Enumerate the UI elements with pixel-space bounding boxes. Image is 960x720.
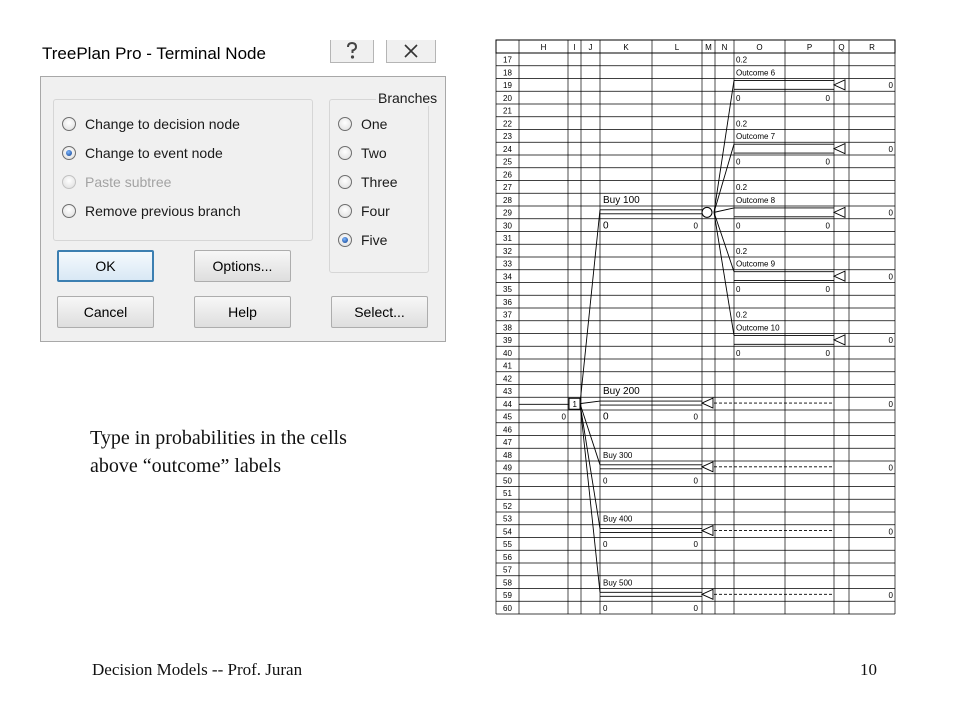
- column-header: O: [756, 43, 763, 52]
- row-header: 40: [503, 348, 512, 358]
- decision-branch-value: 0: [603, 476, 608, 486]
- event-branch-cumulative: 0: [825, 221, 830, 231]
- column-header: P: [806, 43, 813, 52]
- row-header: 58: [503, 578, 512, 588]
- row-header: 35: [503, 285, 512, 294]
- row-header: 41: [503, 361, 512, 371]
- event-branch-cumulative: 0: [825, 93, 830, 103]
- event-node-circle: [702, 207, 712, 217]
- decision-node-value: 0: [561, 412, 566, 422]
- event-branch-connector: [714, 80, 734, 212]
- event-branch-connector: [714, 208, 734, 212]
- terminal-node-triangle: [834, 207, 845, 217]
- row-header: 54: [503, 527, 512, 537]
- event-branch-cumulative: 0: [825, 285, 830, 294]
- caption-line-1: Type in probabilities in the cells: [90, 427, 347, 449]
- row-header: 25: [503, 157, 512, 167]
- row-header: 30: [503, 221, 512, 231]
- row-header: 44: [503, 399, 512, 409]
- decision-branch-connector: [580, 210, 600, 404]
- event-branch-label: Outcome 6: [736, 68, 776, 78]
- options-button[interactable]: Options...: [194, 250, 291, 282]
- row-header: 27: [503, 183, 512, 192]
- decision-node-label: 1: [572, 399, 577, 409]
- event-branch-cumulative: 0: [825, 348, 830, 358]
- row-header: 56: [503, 552, 512, 562]
- decision-branch-value: 0: [603, 220, 609, 232]
- event-branch-connector: [714, 212, 734, 271]
- radio-label: Paste subtree: [85, 174, 172, 190]
- row-header: 36: [503, 297, 512, 307]
- column-header: I: [573, 43, 576, 52]
- decision-branch-label: Buy 300: [603, 450, 633, 460]
- decision-branch-label: Buy 100: [603, 194, 640, 206]
- row-header: 20: [503, 93, 512, 103]
- row-header: 33: [503, 259, 512, 269]
- terminal-value: 0: [888, 527, 893, 537]
- column-header: H: [540, 43, 547, 52]
- column-header: N: [721, 43, 728, 52]
- row-header: 24: [503, 144, 512, 154]
- radio-label: Two: [361, 145, 387, 161]
- row-header: 48: [503, 450, 512, 460]
- decision-branch-value: 0: [603, 411, 609, 423]
- terminal-node-triangle: [834, 80, 845, 90]
- event-branch-label: Outcome 9: [736, 259, 776, 269]
- decision-branch-value: 0: [603, 603, 608, 613]
- terminal-node-triangle: [702, 526, 713, 536]
- radio-label: Change to event node: [85, 145, 223, 161]
- terminal-value: 0: [888, 399, 893, 409]
- decision-branch-cumulative: 0: [693, 540, 698, 549]
- column-header-band: [496, 40, 895, 53]
- decision-branch-cumulative: 0: [693, 603, 698, 613]
- column-header: M: [705, 43, 712, 52]
- row-header: 18: [503, 68, 512, 78]
- event-branch-cumulative: 0: [825, 157, 830, 167]
- help-button[interactable]: Help: [194, 296, 291, 328]
- column-header: K: [623, 43, 629, 52]
- event-branch-value: 0: [736, 285, 741, 294]
- dialog-title: TreePlan Pro - Terminal Node: [42, 44, 266, 63]
- terminal-value: 0: [888, 336, 893, 345]
- row-header: 60: [503, 603, 512, 613]
- row-header: 37: [503, 310, 512, 320]
- row-header: 52: [503, 501, 512, 511]
- row-header: 17: [503, 55, 512, 65]
- event-branch-probability: 0.2: [736, 246, 748, 256]
- decision-branch-label: Buy 500: [603, 578, 633, 588]
- row-header: 57: [503, 565, 512, 575]
- terminal-value: 0: [888, 81, 893, 90]
- decision-branch-value: 0: [603, 540, 608, 549]
- event-branch-connector: [714, 144, 734, 212]
- terminal-node-triangle: [834, 335, 845, 345]
- event-branch-value: 0: [736, 348, 741, 358]
- event-branch-probability: 0.2: [736, 55, 748, 65]
- row-header: 22: [503, 119, 512, 129]
- row-header: 21: [503, 106, 512, 116]
- decision-branch-cumulative: 0: [693, 221, 698, 231]
- row-header: 26: [503, 170, 512, 180]
- decision-branch-connector: [580, 401, 600, 404]
- column-header: R: [869, 43, 875, 52]
- event-branch-label: Outcome 7: [736, 132, 776, 141]
- ok-button[interactable]: OK: [57, 250, 154, 282]
- terminal-node-triangle: [834, 144, 845, 154]
- event-branch-label: Outcome 8: [736, 195, 776, 205]
- radio-label: Change to decision node: [85, 116, 240, 132]
- event-branch-value: 0: [736, 221, 741, 231]
- row-header: 28: [503, 195, 512, 205]
- radio-label: Five: [361, 232, 388, 248]
- decision-branch-label: Buy 400: [603, 514, 633, 524]
- radio-label: Three: [361, 174, 398, 190]
- row-header: 55: [503, 540, 512, 549]
- row-header: 23: [503, 132, 512, 141]
- terminal-node-triangle: [702, 462, 713, 472]
- row-header: 49: [503, 463, 512, 473]
- row-header: 31: [503, 234, 512, 243]
- branches-group-label: Branches: [378, 90, 438, 106]
- column-header: Q: [838, 43, 845, 52]
- row-header: 51: [503, 489, 512, 498]
- terminal-value: 0: [888, 463, 893, 473]
- event-branch-probability: 0.2: [736, 310, 748, 320]
- row-header: 50: [503, 476, 512, 486]
- row-header: 46: [503, 425, 512, 435]
- event-branch-probability: 0.2: [736, 119, 748, 129]
- decision-branch-cumulative: 0: [693, 476, 698, 486]
- row-header: 53: [503, 514, 512, 524]
- row-header: 47: [503, 438, 512, 447]
- column-header: J: [588, 43, 593, 52]
- terminal-node-triangle: [834, 271, 845, 281]
- footer-page-number: 10: [860, 660, 877, 679]
- row-header: 38: [503, 323, 512, 333]
- terminal-node-triangle: [702, 398, 713, 408]
- cancel-button[interactable]: Cancel: [57, 296, 154, 328]
- terminal-node-triangle: [702, 589, 713, 599]
- radio-label: Remove previous branch: [85, 203, 241, 219]
- row-header: 43: [503, 387, 512, 396]
- decision-branch-connector: [580, 404, 600, 593]
- event-branch-label: Outcome 10: [736, 323, 780, 333]
- radio-label: Four: [361, 203, 390, 219]
- event-branch-value: 0: [736, 157, 741, 167]
- terminal-value: 0: [888, 208, 893, 218]
- row-header: 32: [503, 246, 512, 256]
- event-branch-connector: [714, 212, 734, 335]
- caption-line-2: above “outcome” labels: [90, 455, 282, 477]
- column-header: L: [674, 43, 680, 52]
- row-header: 45: [503, 412, 512, 422]
- terminal-value: 0: [888, 591, 893, 600]
- radio-label: One: [361, 116, 388, 132]
- terminal-value: 0: [888, 144, 893, 154]
- decision-branch-label: Buy 200: [603, 386, 640, 397]
- row-header: 19: [503, 81, 512, 90]
- decision-branch-connector: [580, 404, 600, 529]
- terminal-value: 0: [888, 272, 893, 282]
- row-header: 42: [503, 374, 512, 384]
- row-header: 59: [503, 591, 512, 600]
- event-branch-probability: 0.2: [736, 183, 748, 192]
- footer-course-title: Decision Models -- Prof. Juran: [92, 660, 303, 679]
- select-button[interactable]: Select...: [331, 296, 428, 328]
- event-branch-value: 0: [736, 93, 741, 103]
- row-header: 39: [503, 336, 512, 345]
- decision-branch-cumulative: 0: [693, 412, 698, 422]
- row-header: 29: [503, 208, 512, 218]
- row-header: 34: [503, 272, 512, 282]
